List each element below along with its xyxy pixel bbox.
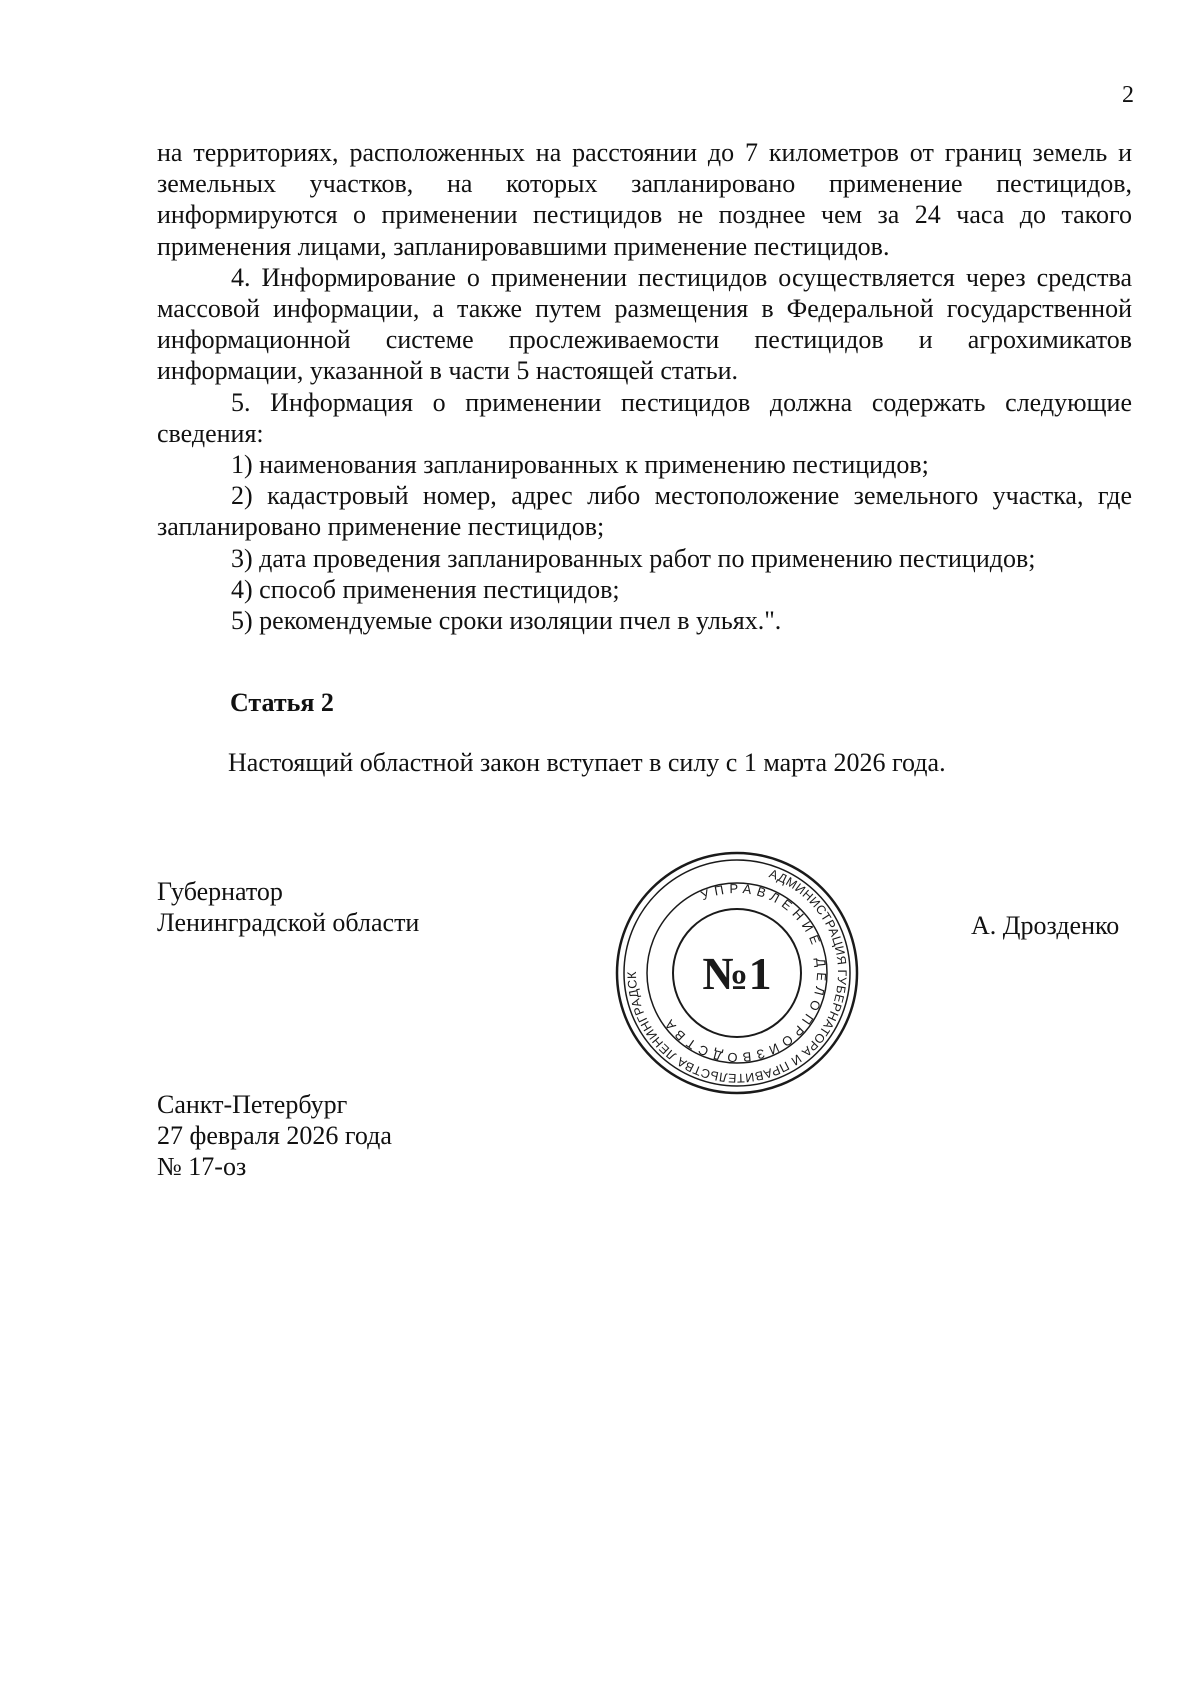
seal-inner-text: УПРАВЛЕНИЕ ДЕЛОПРОИЗВОДСТВА: [658, 880, 830, 1066]
law-number: № 17-оз: [157, 1152, 247, 1182]
signatory-name: А. Дрозденко: [971, 911, 1120, 940]
seal-outer-text: АДМИНИСТРАЦИЯ ГУБЕРНАТОРА И ПРАВИТЕЛЬСТВА ЛЕНИНГРАДСК: [624, 866, 850, 1086]
paragraph-5: 5. Информация о применении пестицидов должна содержать следующие сведения:: [157, 387, 1132, 448]
list-item: 4) способ применения пестицидов;: [231, 574, 620, 604]
list-item: 3) дата проведения запланированных работ по применению пестицидов;: [231, 543, 1036, 573]
list-item: 1) наименования запланированных к применению пестицидов;: [231, 450, 929, 480]
article-text: Настоящий областной закон вступает в силу с 1 марта 2026 года.: [228, 748, 946, 777]
page-number: 2: [1122, 82, 1134, 108]
place-and-date: [157, 1089, 392, 1183]
official-seal: [615, 851, 859, 1095]
list-item: 2) кадастровый номер, адрес либо местоположение земельного участка, где запланировано применение пестицидов;: [157, 481, 1132, 542]
body-text: [157, 137, 1132, 636]
paragraph-4: 4. Информирование о применении пестицидов осуществляется через средства массовой информации, а также путем размещения в Федеральной государственной информационной системе прослеживаемости пестицидов и агрохимикатов информации, указанной в части 5 настоящей статьи.: [157, 262, 1132, 386]
article-heading: Статья 2: [230, 688, 334, 717]
date: 27 февраля 2026 года: [157, 1121, 392, 1151]
seal-center-number: №1: [702, 948, 772, 999]
signatory-title: [157, 876, 419, 938]
city: Санкт-Петербург: [157, 1090, 348, 1119]
signatory-title-line-1: Губернатор: [157, 877, 283, 906]
signatory-title-line-2: Ленинградской области: [157, 908, 420, 938]
paragraph-intro: на территориях, расположенных на расстоянии до 7 километров от границ земель и земельных участков, на которых запланировано применение пестицидов, информируются о применении пестицидов не позднее чем за 24 часа до такого применения лицами, запланировавшими применение пестицидов.: [157, 138, 1132, 261]
seal-graphic: [615, 851, 859, 1095]
list-item: 5) рекомендуемые сроки изоляции пчел в ульях.".: [231, 606, 782, 636]
